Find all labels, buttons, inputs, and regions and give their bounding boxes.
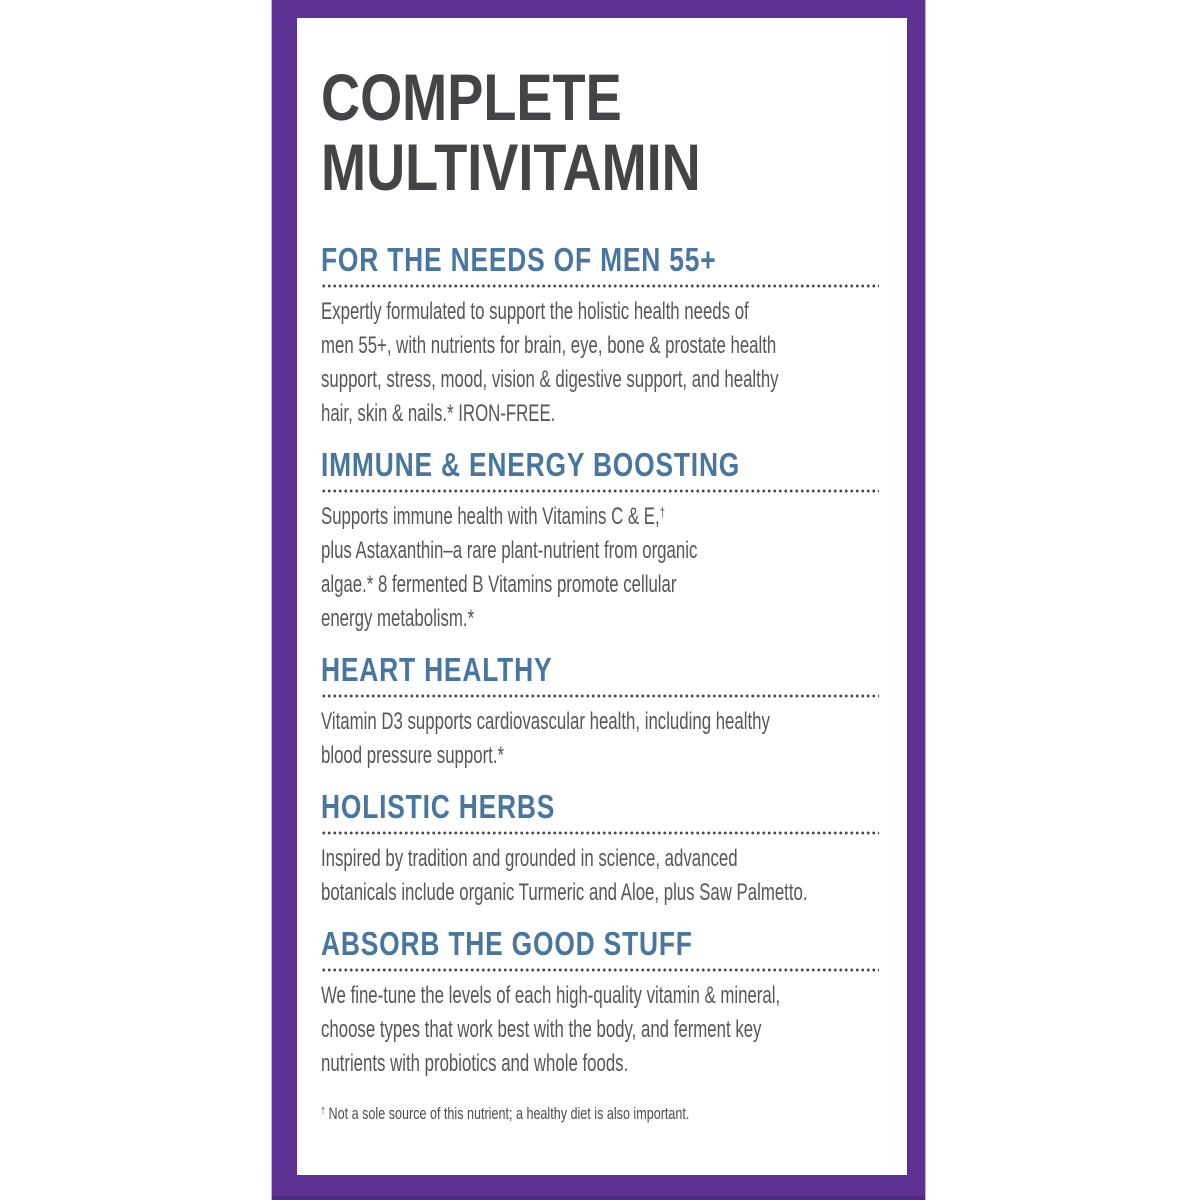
section-for-the-needs-of-men [321,242,879,431]
section-holistic-herbs [321,789,879,910]
dotted-divider [321,284,879,288]
section-heading: FOR THE NEEDS OF MEN 55+ [321,241,717,278]
product-title [321,62,879,202]
label-content-panel [297,18,907,1175]
section-immune-energy [321,447,879,636]
dotted-divider [321,489,879,493]
section-heading: IMMUNE & ENERGY BOOSTING [321,446,741,483]
footnote: † Not a sole source of this nutrient; a healthy diet is also important. [321,1104,690,1123]
product-title-line1: COMPLETE [321,60,622,134]
product-title-line2: MULTIVITAMIN [321,130,701,204]
section-body: Vitamin D3 supports cardiovascular health, including healthy blood pressure support.* [321,708,770,769]
section-body: Supports immune health with Vitamins C & E,† plus Astaxanthin–a rare plant-nutrient from organic algae.* 8 fermented B Vitamins promote cellular energy metabolism.* [321,503,698,632]
section-body: Expertly formulated to support the holistic health needs of men 55+, with nutrients for brain, eye, bone & prostate health support, stress, mood, vision & digestive support, and healthy hair, skin & nails.* IRON-FREE. [321,298,779,427]
product-label-panel [272,0,925,1200]
dotted-divider [321,831,879,835]
section-heart-healthy [321,652,879,773]
section-heading: HOLISTIC HERBS [321,788,556,825]
dotted-divider [321,968,879,972]
section-heading: ABSORB THE GOOD STUFF [321,925,693,962]
section-body: We fine-tune the levels of each high-quality vitamin & mineral, choose types that work best with the body, and ferment key nutrients with probiotics and whole foods. [321,982,781,1077]
section-body: Inspired by tradition and grounded in science, advanced botanicals include organic Turmeric and Aloe, plus Saw Palmetto. [321,845,808,906]
section-heading: HEART HEALTHY [321,651,553,688]
section-absorb-good-stuff [321,926,879,1081]
dotted-divider [321,694,879,698]
